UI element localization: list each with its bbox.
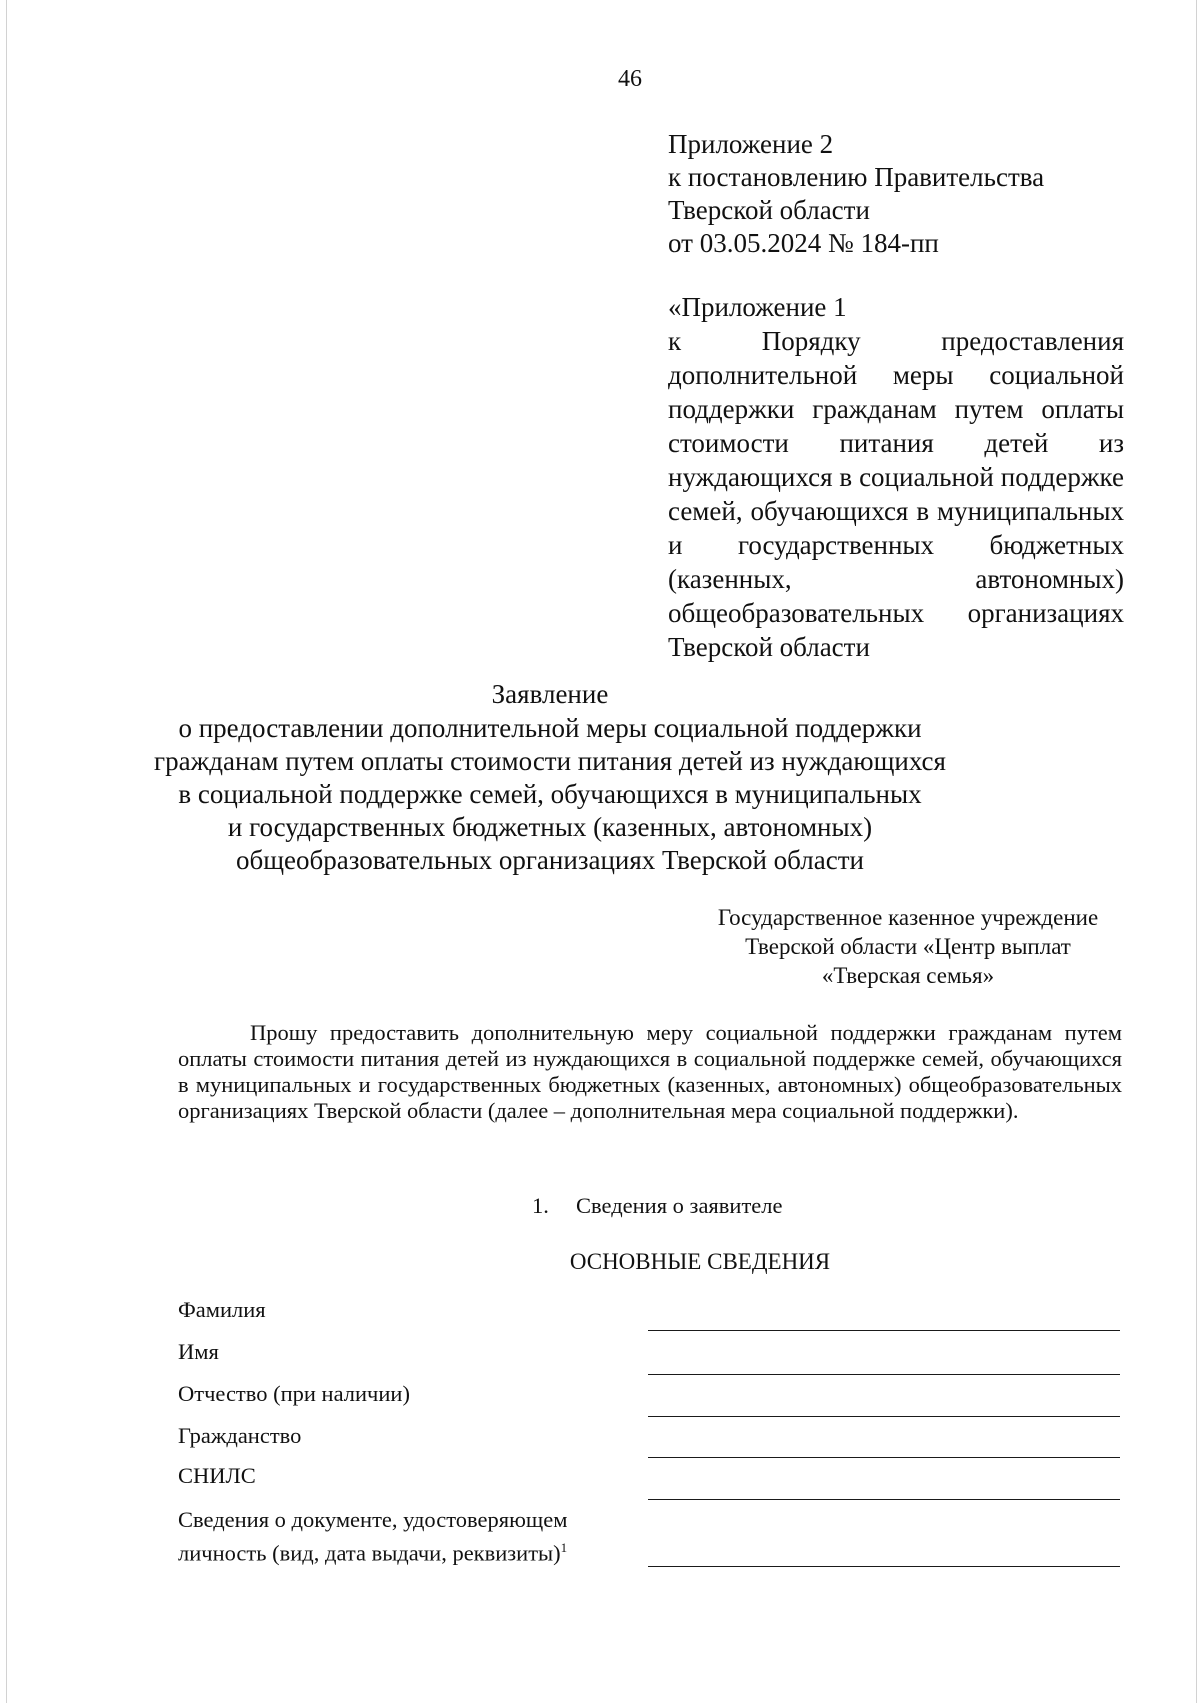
application-title: Заявление bbox=[491, 679, 609, 709]
surname-label: Фамилия bbox=[178, 1297, 266, 1322]
name-field-line[interactable] bbox=[648, 1374, 1120, 1375]
recipient-line: Тверской области «Центр выплат bbox=[745, 934, 1071, 959]
appendix-line: Тверской области bbox=[668, 195, 870, 225]
subheading-basic-info: ОСНОВНЫЕ СВЕДЕНИЯ bbox=[569, 1249, 831, 1274]
footnote-marker: 1 bbox=[560, 1540, 568, 1555]
name-label: Имя bbox=[178, 1339, 219, 1364]
appendix-line: Приложение 2 bbox=[668, 129, 834, 159]
application-subtitle bbox=[150, 712, 950, 877]
citizenship-field-line[interactable] bbox=[648, 1457, 1120, 1458]
snils-field-line[interactable] bbox=[648, 1499, 1120, 1500]
appendix-line: к постановлению Правительства bbox=[668, 162, 1045, 192]
reference-body: к Порядку предоставления дополнительной меры социальной поддержки гражданам путем оплаты стоимости питания детей из нуждающихся в социальной поддержке семей, обучающихся в муниципальных и государственных бюджетных (казенных, автономных) общеобразовательных организациях Тверской области bbox=[668, 326, 1124, 662]
section-heading bbox=[532, 1192, 782, 1220]
recipient-line: «Тверская семья» bbox=[821, 963, 995, 988]
subtitle-line: и государственных бюджетных (казенных, автономных) bbox=[227, 812, 873, 842]
reference-block bbox=[668, 290, 1124, 664]
section-number: 1. bbox=[532, 1193, 549, 1218]
identity-doc-field-line[interactable] bbox=[648, 1566, 1120, 1567]
patronymic-label: Отчество (при наличии) bbox=[178, 1381, 410, 1406]
page-edge-right bbox=[1196, 0, 1197, 1703]
subtitle-line: о предоставлении дополнительной меры социальной поддержки bbox=[178, 713, 922, 743]
reference-title: «Приложение 1 bbox=[668, 292, 847, 322]
snils-label: СНИЛС bbox=[178, 1463, 256, 1488]
subtitle-line: гражданам путем оплаты стоимости питания детей из нуждающихся bbox=[154, 746, 946, 776]
recipient-block bbox=[690, 903, 1126, 990]
identity-doc-label-text: личность (вид, дата выдачи, реквизиты) bbox=[178, 1540, 561, 1566]
identity-doc-label bbox=[178, 1506, 567, 1568]
subtitle-line: общеобразовательных организациях Тверской области bbox=[236, 845, 864, 875]
page-number: 46 bbox=[618, 66, 642, 92]
patronymic-field-line[interactable] bbox=[648, 1416, 1120, 1417]
request-paragraph: Прошу предоставить дополнительную меру социальной поддержки гражданам путем оплаты стоимости питания детей из нуждающихся в социальной поддержке семей, обучающихся в муниципальных и государственных бюджетных (казенных, автономных) общеобразовательных организациях Тверской области (далее – дополнительная мера социальной поддержки). bbox=[178, 1020, 1122, 1123]
appendix-header bbox=[668, 128, 1128, 260]
appendix-line: от 03.05.2024 № 184-пп bbox=[668, 228, 939, 258]
page-edge-left bbox=[6, 0, 7, 1703]
subtitle-line: в социальной поддержке семей, обучающихся в муниципальных bbox=[178, 779, 922, 809]
citizenship-label: Гражданство bbox=[178, 1423, 302, 1448]
identity-doc-label-line2 bbox=[178, 1534, 567, 1568]
recipient-line: Государственное казенное учреждение bbox=[717, 905, 1099, 930]
section-title: Сведения о заявителе bbox=[576, 1193, 783, 1218]
identity-doc-label-line1: Сведения о документе, удостоверяющем bbox=[178, 1507, 568, 1532]
surname-field-line[interactable] bbox=[648, 1330, 1120, 1331]
